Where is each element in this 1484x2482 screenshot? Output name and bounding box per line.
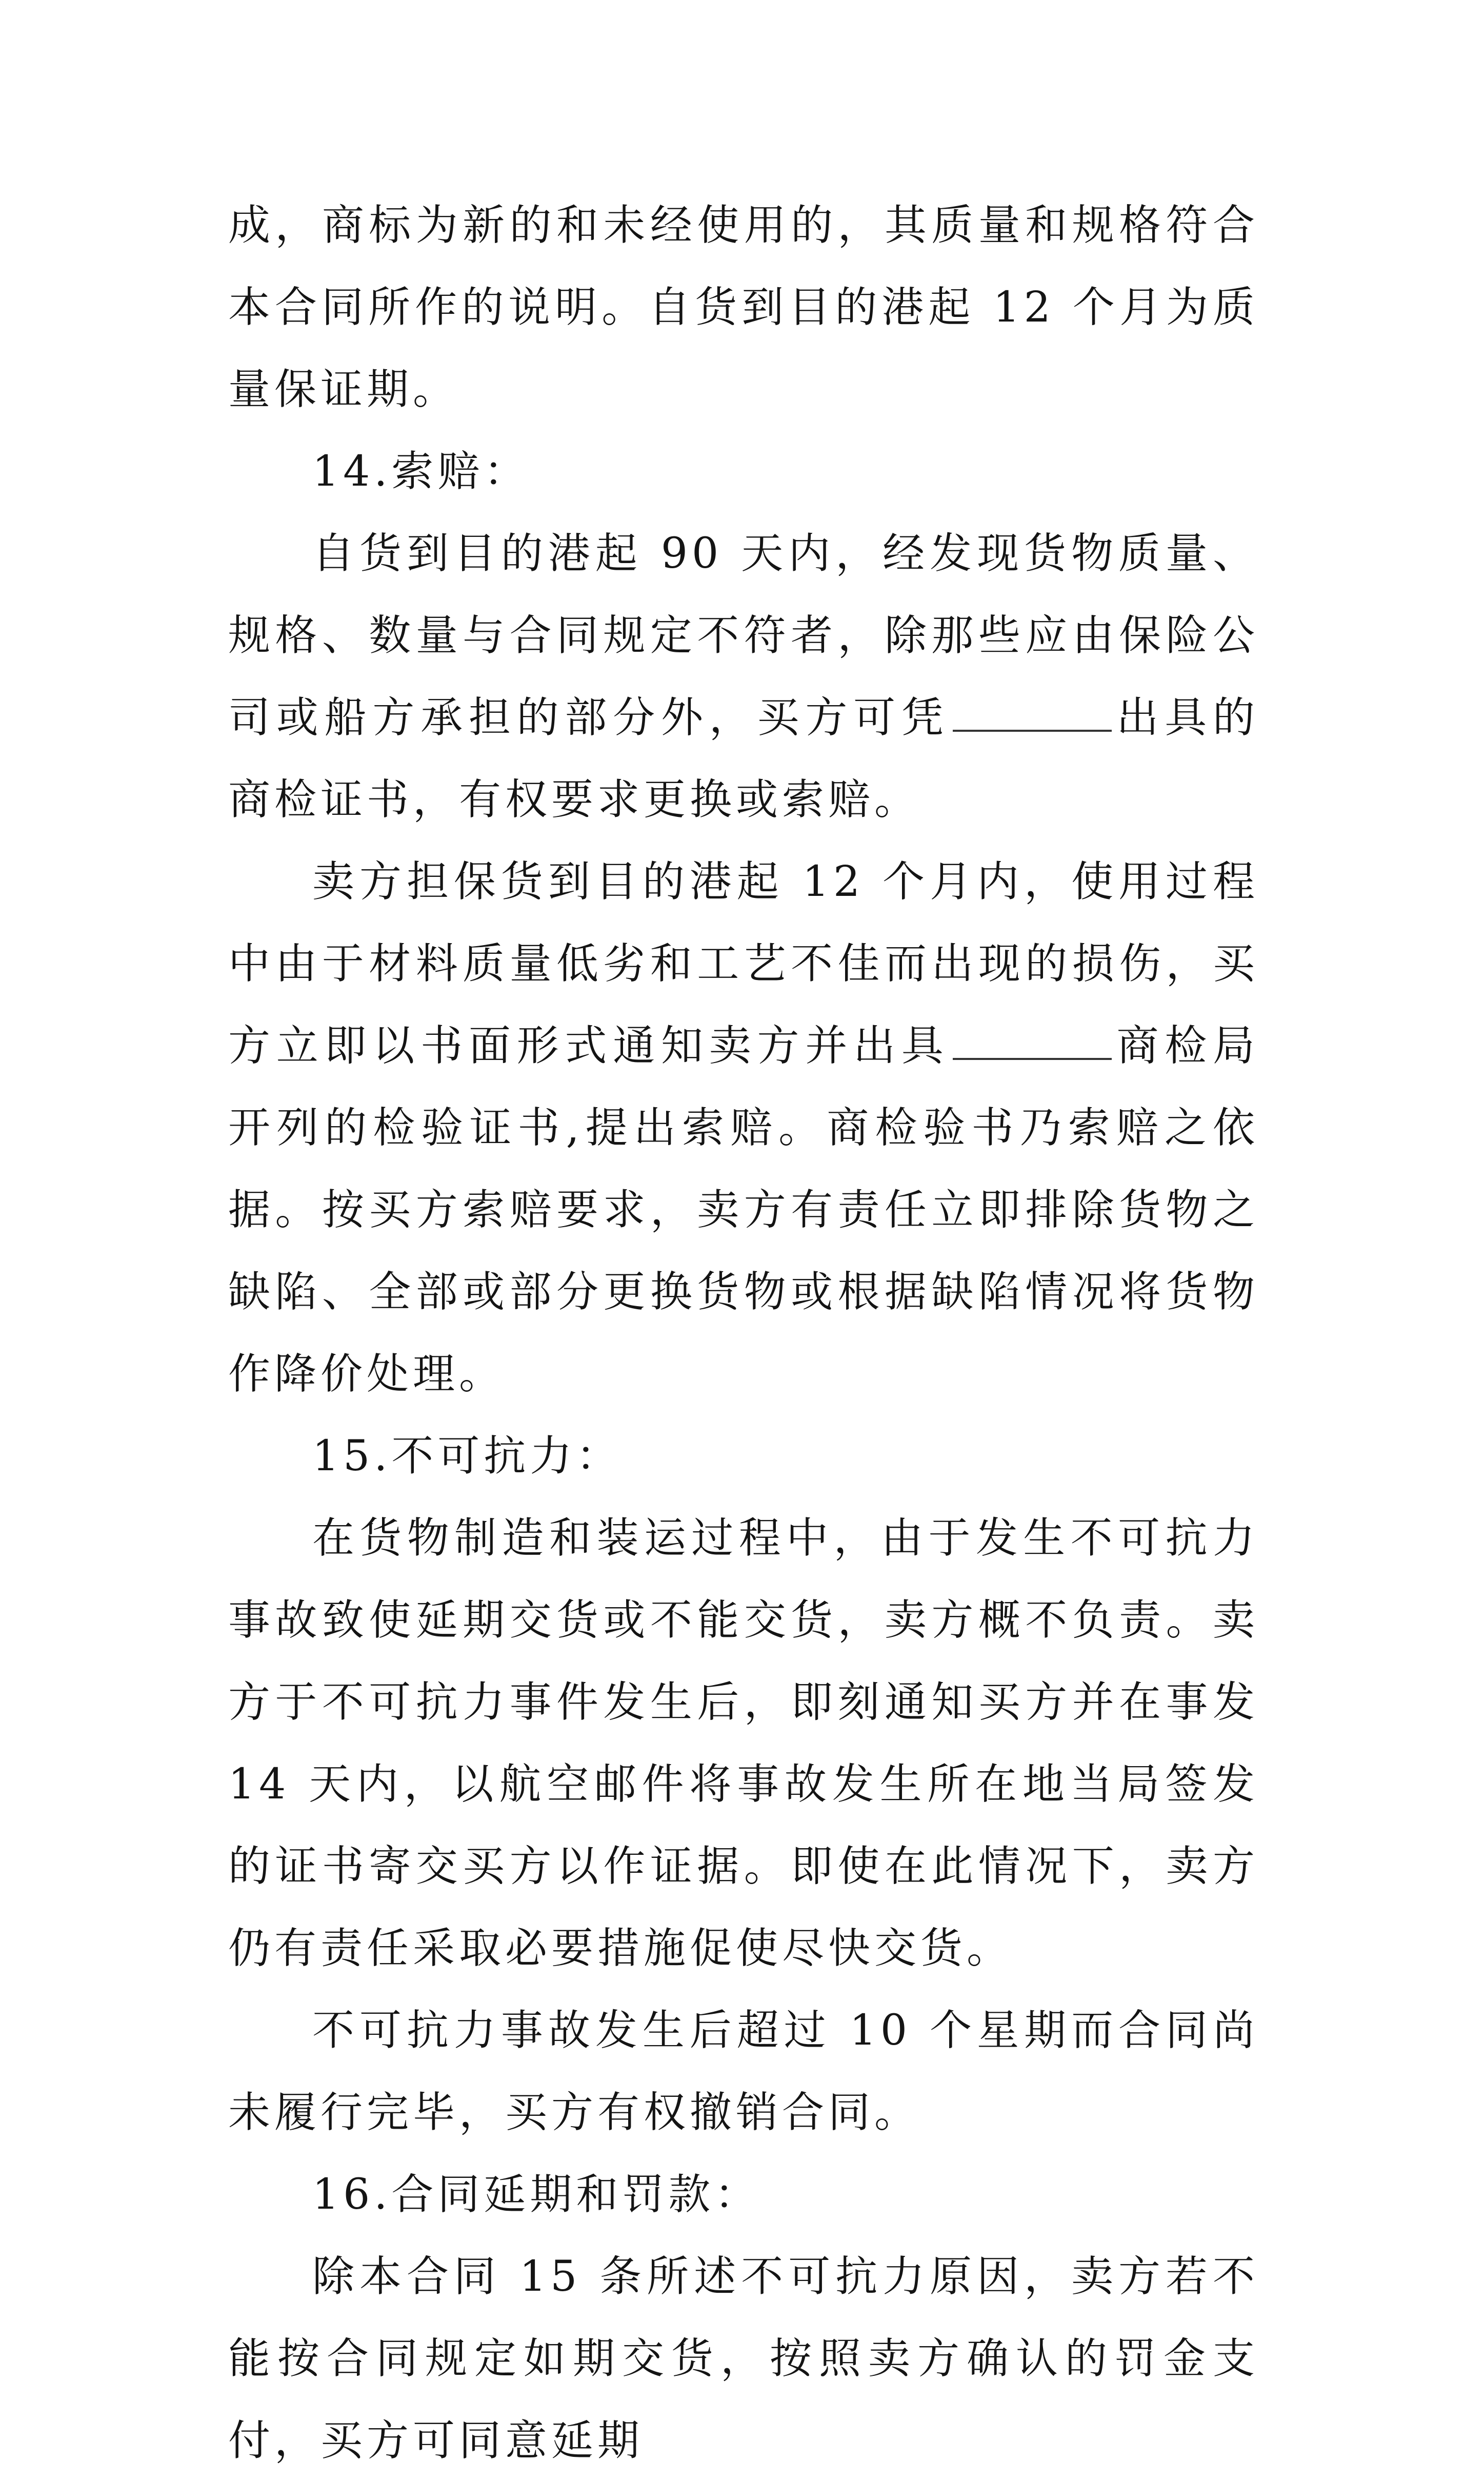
paragraph-delay-penalty: 除本合同 15 条所述不可抗力原因，卖方若不能按合同规定如期交货，按照卖方确认的罚金支付，买方可同意延期 [228, 2252, 1259, 2465]
paragraph-guarantee-text: 卖方担保货到目的港起 12 个月内，使用过程中由于材料质量低劣和工艺不佳而出现的损伤，买方立即以书面形式通知卖方并出具 [228, 857, 1259, 1070]
section-heading-force-majeure: 15.不可抗力： [312, 1432, 623, 1480]
paragraph-claims-12-months [228, 841, 1259, 1415]
section-heading-claims: 14.索赔： [312, 447, 530, 496]
paragraph-quality-warranty: 成，商标为新的和未经使用的，其质量和规格符合本合同所作的说明。自货到目的港起 12 个月为质量保证期。 [228, 201, 1259, 414]
paragraph-force-majeure: 在货物制造和装运过程中，由于发生不可抗力事故致使延期交货或不能交货，卖方概不负责。卖方于不可抗力事件发生后，即刻通知买方并在事发 14 天内，以航空邮件将事故发生所在地当局签发的证书寄交买方以作证据。即使在此情况下，卖方仍有责任采取必要措施促使尽快交货。 [228, 1514, 1259, 1973]
paragraph-claims-90-days [228, 513, 1259, 841]
document-body [228, 185, 1259, 2482]
paragraph-guarantee-text-cont: 商检局开列的检验证书,提出索赔。商检验书乃索赔之依据。按买方索赔要求，卖方有责任立即排除货物之缺陷、全部或部分更换货物或根据缺陷情况将货物作降价处理。 [228, 1022, 1259, 1398]
paragraph-contract-cancellation: 不可抗力事故发生后超过 10 个星期而合同尚未履行完毕，买方有权撤销合同。 [228, 2006, 1259, 2137]
paragraph-claims-text-cont: 出具的商检证书，有权要求更换或索赔。 [228, 693, 1259, 824]
blank-fill-line [953, 694, 1112, 732]
paragraph-claims-text: 自货到目的港起 90 天内，经发现货物质量、规格、数量与合同规定不符者，除那些应由保险公司或船方承担的部分外，买方可凭 [228, 529, 1259, 742]
section-heading-delay-penalty: 16.合同延期和罚款： [312, 2170, 761, 2219]
blank-fill-line [953, 1022, 1112, 1060]
